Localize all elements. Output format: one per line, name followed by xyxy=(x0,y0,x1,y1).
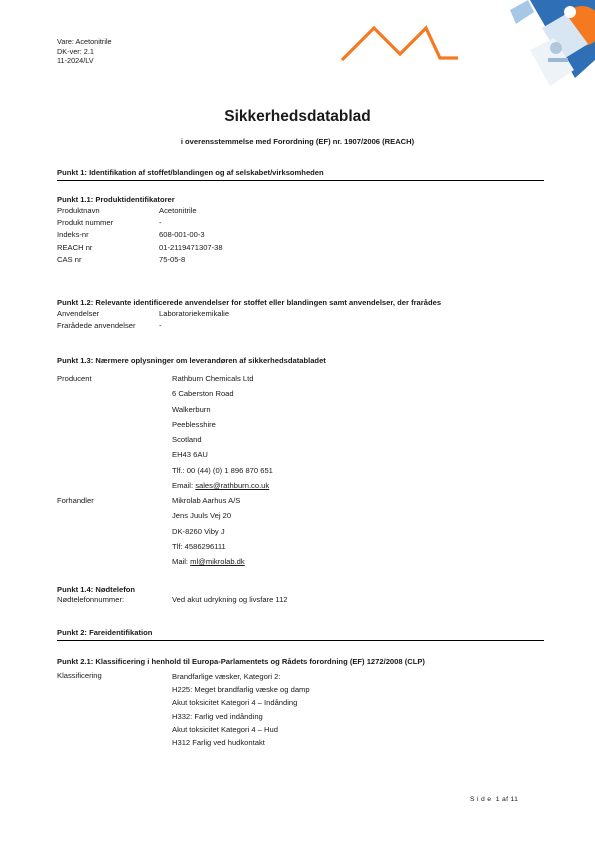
address-line: Walkerburn xyxy=(172,404,211,414)
row-label: Produkt nummer xyxy=(57,218,114,228)
row-value: Acetonitrile xyxy=(159,206,197,215)
row-label: Produktnavn xyxy=(57,206,100,215)
forhandler-email-link[interactable]: ml@mikrolab.dk xyxy=(190,557,245,567)
mail-prefix: Mail: xyxy=(172,557,191,567)
company-logo xyxy=(340,22,460,64)
row-produkt-nummer xyxy=(57,217,547,229)
page-number xyxy=(470,796,518,803)
row-value: Ved akut udrykning og livsfare 112 xyxy=(172,595,288,604)
address-line: DK-8260 Viby J xyxy=(172,526,225,536)
producent-email-link[interactable]: sales@rathburn.co.uk xyxy=(195,481,270,491)
classification-line: Akut toksicitet Kategori 4 – Hud xyxy=(172,724,278,734)
row-value: 75-05-8 xyxy=(159,254,186,264)
klassificering-list xyxy=(172,670,310,749)
row-fraraadede-anvendelser xyxy=(57,320,552,332)
section-1-3 xyxy=(57,356,552,365)
product-name-meta: Vare: Acetonitrile xyxy=(57,37,112,46)
row-reach-nr xyxy=(57,242,547,254)
address-line: Jens Juuls Vej 20 xyxy=(172,511,232,521)
address-line: EH43 6AU xyxy=(172,450,208,460)
row-value: 01-2119471307-38 xyxy=(159,242,223,252)
forhandler-label: Forhandler xyxy=(57,496,94,505)
address-line: Tlf: 4586296111 xyxy=(172,541,226,551)
classification-line: H332: Farlig ved indånding xyxy=(172,711,263,721)
producent-address xyxy=(172,371,273,493)
section-1-1-title: Punkt 1.1: Produktidentifikatorer xyxy=(57,195,175,204)
row-label: Nødtelefonnummer: xyxy=(57,595,125,604)
section-1-4-title: Punkt 1.4: Nødtelefon xyxy=(57,585,136,594)
row-label: REACH nr xyxy=(57,242,93,252)
klassificering-label: Klassificering xyxy=(57,671,102,680)
row-label: Anvendelser xyxy=(57,309,100,318)
address-line: 6 Caberston Road xyxy=(172,389,234,399)
document-subtitle: i overensstemmelse med Forordning (EF) nr. 1907/2006 (REACH) xyxy=(180,137,415,146)
address-line: Rathburn Chemicals Ltd xyxy=(172,374,254,383)
address-line: Tlf.: 00 (44) (0) 1 896 870 651 xyxy=(172,465,273,475)
row-anvendelser xyxy=(57,308,552,320)
row-produktnavn xyxy=(57,205,547,217)
row-label: Frarådede anvendelser xyxy=(57,321,136,331)
email-prefix: Email: xyxy=(172,481,196,491)
row-value: - xyxy=(159,218,162,228)
section-2-heading: Punkt 2: Fareidentifikation xyxy=(57,628,544,641)
classification-line: Brandfarlige væsker, Kategori 2: xyxy=(172,672,281,681)
section-1-4 xyxy=(57,585,552,606)
section-1-2 xyxy=(57,298,552,332)
classification-line: H312 Farlig ved hudkontakt xyxy=(172,738,265,748)
section-1-2-title: Punkt 1.2: Relevante identificerede anvendelser for stoffet eller blandingen samt anvendelser, der frarådes xyxy=(57,298,442,307)
section-2-1-title: Punkt 2.1: Klassificering i henhold til Europa-Parlamentets og Rådets forordning (EF) 1272/2008 (CLP) xyxy=(57,657,425,666)
producent-label: Producent xyxy=(57,374,92,383)
row-noedtelefon xyxy=(57,594,552,606)
section-1-3-title: Punkt 1.3: Nærmere oplysninger om leverandøren af sikkerhedsdatabladet xyxy=(57,356,326,365)
section-1-1 xyxy=(57,195,547,266)
document-meta xyxy=(57,37,112,66)
address-line: Mikrolab Aarhus A/S xyxy=(172,496,241,505)
forhandler-address xyxy=(172,493,245,569)
date-meta: 11-2024/LV xyxy=(57,56,94,66)
classification-line: H225: Meget brandfarlig væske og damp xyxy=(172,685,310,695)
row-value: Laboratoriekemikalie xyxy=(159,309,230,318)
email-line xyxy=(172,478,273,493)
address-line: Peeblesshire xyxy=(172,419,216,429)
section-1-heading: Punkt 1: Identifikation af stoffet/blandingen og af selskabet/virksomheden xyxy=(57,168,544,181)
version-meta: DK-ver: 2.1 xyxy=(57,46,94,56)
page-count: 1 af 11 xyxy=(495,796,519,803)
page-label: S i d e xyxy=(470,796,492,803)
address-line: Scotland xyxy=(172,435,202,445)
lab-photo-collage xyxy=(470,0,595,95)
row-indeks-nr xyxy=(57,229,547,241)
row-label: Indeks-nr xyxy=(57,230,89,240)
classification-line: Akut toksicitet Kategori 4 – Indånding xyxy=(172,698,298,708)
row-value: 608-001-00-3 xyxy=(159,230,205,240)
row-cas-nr xyxy=(57,254,547,266)
row-label: CAS nr xyxy=(57,254,82,264)
mail-line xyxy=(172,554,245,569)
document-title: Sikkerhedsdatablad xyxy=(224,108,371,125)
row-value: - xyxy=(159,321,162,331)
